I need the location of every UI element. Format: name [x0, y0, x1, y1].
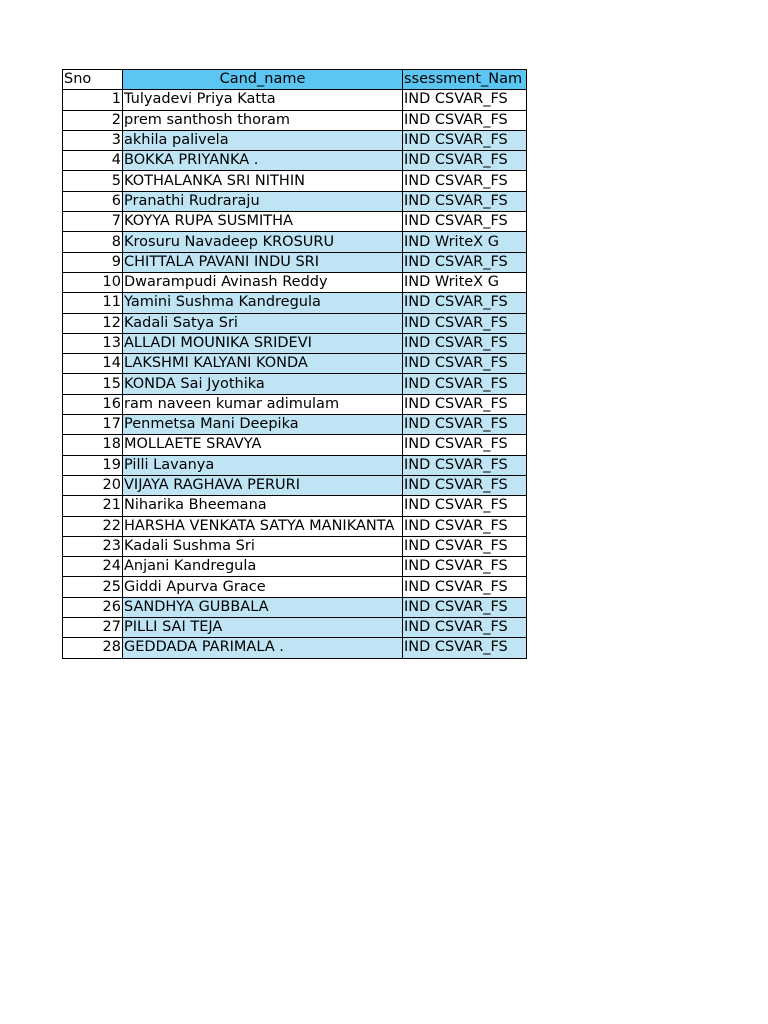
sno-cell[interactable]: 3 — [63, 130, 123, 150]
sno-cell[interactable]: 1 — [63, 90, 123, 110]
assessment-name-cell[interactable]: IND CSVAR_FS — [403, 354, 527, 374]
sno-cell[interactable]: 16 — [63, 394, 123, 414]
table-row — [63, 151, 527, 171]
cand-name-cell[interactable]: VIJAYA RAGHAVA PERURI — [123, 475, 403, 495]
cand-name-cell[interactable]: SANDHYA GUBBALA — [123, 597, 403, 617]
sno-cell[interactable]: 10 — [63, 272, 123, 292]
sno-cell[interactable]: 8 — [63, 232, 123, 252]
assessment-name-cell[interactable]: IND CSVAR_FS — [403, 496, 527, 516]
sno-cell[interactable]: 22 — [63, 516, 123, 536]
assessment-name-cell[interactable]: IND CSVAR_FS — [403, 151, 527, 171]
cand-name-cell[interactable]: Giddi Apurva Grace — [123, 577, 403, 597]
sno-cell[interactable]: 9 — [63, 252, 123, 272]
cand-name-cell[interactable]: Yamini Sushma Kandregula — [123, 293, 403, 313]
assessment-name-cell[interactable]: IND WriteX G — [403, 232, 527, 252]
cand-name-cell[interactable]: Krosuru Navadeep KROSURU — [123, 232, 403, 252]
table-row — [63, 455, 527, 475]
assessment-name-cell[interactable]: IND CSVAR_FS — [403, 313, 527, 333]
cand-name-cell[interactable]: KOYYA RUPA SUSMITHA — [123, 212, 403, 232]
assessment-name-cell[interactable]: IND CSVAR_FS — [403, 130, 527, 150]
table-row — [63, 557, 527, 577]
cand-name-cell[interactable]: HARSHA VENKATA SATYA MANIKANTA — [123, 516, 403, 536]
cand-name-cell[interactable]: CHITTALA PAVANI INDU SRI — [123, 252, 403, 272]
sno-cell[interactable]: 17 — [63, 415, 123, 435]
table-row — [63, 597, 527, 617]
sno-cell[interactable]: 6 — [63, 191, 123, 211]
assessment-name-cell[interactable]: IND CSVAR_FS — [403, 475, 527, 495]
cand-name-cell[interactable]: BOKKA PRIYANKA . — [123, 151, 403, 171]
cand-name-cell[interactable]: LAKSHMI KALYANI KONDA — [123, 354, 403, 374]
assessment-name-cell[interactable]: IND WriteX G — [403, 272, 527, 292]
sno-cell[interactable]: 18 — [63, 435, 123, 455]
table-row — [63, 191, 527, 211]
table-body — [63, 90, 527, 658]
sno-cell[interactable]: 26 — [63, 597, 123, 617]
cand-name-cell[interactable]: Penmetsa Mani Deepika — [123, 415, 403, 435]
assessment-name-cell[interactable]: IND CSVAR_FS — [403, 516, 527, 536]
sno-cell[interactable]: 11 — [63, 293, 123, 313]
sno-cell[interactable]: 19 — [63, 455, 123, 475]
assessment-name-cell[interactable]: IND CSVAR_FS — [403, 171, 527, 191]
table-row — [63, 90, 527, 110]
cand-name-cell[interactable]: Kadali Sushma Sri — [123, 536, 403, 556]
sno-cell[interactable]: 7 — [63, 212, 123, 232]
table-row — [63, 171, 527, 191]
sno-cell[interactable]: 20 — [63, 475, 123, 495]
cand-name-cell[interactable]: MOLLAETE SRAVYA — [123, 435, 403, 455]
sno-cell[interactable]: 25 — [63, 577, 123, 597]
sno-cell[interactable]: 28 — [63, 638, 123, 658]
sno-cell[interactable]: 5 — [63, 171, 123, 191]
table-row — [63, 415, 527, 435]
assessment-name-cell[interactable]: IND CSVAR_FS — [403, 374, 527, 394]
cand-name-cell[interactable]: Pilli Lavanya — [123, 455, 403, 475]
cand-name-cell[interactable]: Dwarampudi Avinash Reddy — [123, 272, 403, 292]
header-assessment-name[interactable]: ssessment_Nam — [403, 70, 527, 90]
sno-cell[interactable]: 2 — [63, 110, 123, 130]
assessment-name-cell[interactable]: IND CSVAR_FS — [403, 435, 527, 455]
assessment-name-cell[interactable]: IND CSVAR_FS — [403, 333, 527, 353]
cand-name-cell[interactable]: prem santhosh thoram — [123, 110, 403, 130]
cand-name-cell[interactable]: ram naveen kumar adimulam — [123, 394, 403, 414]
assessment-name-cell[interactable]: IND CSVAR_FS — [403, 110, 527, 130]
cand-name-cell[interactable]: Pranathi Rudraraju — [123, 191, 403, 211]
header-row — [63, 70, 527, 90]
assessment-name-cell[interactable]: IND CSVAR_FS — [403, 618, 527, 638]
sno-cell[interactable]: 4 — [63, 151, 123, 171]
sno-cell[interactable]: 24 — [63, 557, 123, 577]
assessment-name-cell[interactable]: IND CSVAR_FS — [403, 597, 527, 617]
table-row — [63, 232, 527, 252]
sno-cell[interactable]: 27 — [63, 618, 123, 638]
cand-name-cell[interactable]: Kadali Satya Sri — [123, 313, 403, 333]
sno-cell[interactable]: 14 — [63, 354, 123, 374]
table-row — [63, 110, 527, 130]
cand-name-cell[interactable]: KOTHALANKA SRI NITHIN — [123, 171, 403, 191]
header-cand-name[interactable]: Cand_name — [123, 70, 403, 90]
assessment-name-cell[interactable]: IND CSVAR_FS — [403, 90, 527, 110]
sno-cell[interactable]: 23 — [63, 536, 123, 556]
assessment-name-cell[interactable]: IND CSVAR_FS — [403, 536, 527, 556]
table-row — [63, 435, 527, 455]
table-row — [63, 577, 527, 597]
table-row — [63, 516, 527, 536]
table-row — [63, 354, 527, 374]
assessment-name-cell[interactable]: IND CSVAR_FS — [403, 557, 527, 577]
table-row — [63, 252, 527, 272]
table-row — [63, 313, 527, 333]
candidate-table — [62, 69, 527, 659]
table-row — [63, 212, 527, 232]
sno-cell[interactable]: 13 — [63, 333, 123, 353]
assessment-name-cell[interactable]: IND CSVAR_FS — [403, 638, 527, 658]
table-row — [63, 293, 527, 313]
assessment-name-cell[interactable]: IND CSVAR_FS — [403, 455, 527, 475]
table-row — [63, 496, 527, 516]
cand-name-cell[interactable]: ALLADI MOUNIKA SRIDEVI — [123, 333, 403, 353]
table-row — [63, 618, 527, 638]
sno-cell[interactable]: 21 — [63, 496, 123, 516]
cand-name-cell[interactable]: Tulyadevi Priya Katta — [123, 90, 403, 110]
sno-cell[interactable]: 15 — [63, 374, 123, 394]
assessment-name-cell[interactable]: IND CSVAR_FS — [403, 212, 527, 232]
cand-name-cell[interactable]: Niharika Bheemana — [123, 496, 403, 516]
cand-name-cell[interactable]: PILLI SAI TEJA — [123, 618, 403, 638]
sno-cell[interactable]: 12 — [63, 313, 123, 333]
cand-name-cell[interactable]: akhila palivela — [123, 130, 403, 150]
table-row — [63, 272, 527, 292]
table-row — [63, 638, 527, 658]
header-sno[interactable]: Sno — [63, 70, 123, 90]
assessment-name-cell[interactable]: IND CSVAR_FS — [403, 293, 527, 313]
assessment-name-cell[interactable]: IND CSVAR_FS — [403, 252, 527, 272]
assessment-name-cell[interactable]: IND CSVAR_FS — [403, 394, 527, 414]
table-row — [63, 394, 527, 414]
table-row — [63, 130, 527, 150]
table-row — [63, 475, 527, 495]
table-row — [63, 536, 527, 556]
cand-name-cell[interactable]: Anjani Kandregula — [123, 557, 403, 577]
assessment-name-cell[interactable]: IND CSVAR_FS — [403, 577, 527, 597]
cand-name-cell[interactable]: GEDDADA PARIMALA . — [123, 638, 403, 658]
cand-name-cell[interactable]: KONDA Sai Jyothika — [123, 374, 403, 394]
table-row — [63, 374, 527, 394]
assessment-name-cell[interactable]: IND CSVAR_FS — [403, 415, 527, 435]
assessment-name-cell[interactable]: IND CSVAR_FS — [403, 191, 527, 211]
table-row — [63, 333, 527, 353]
